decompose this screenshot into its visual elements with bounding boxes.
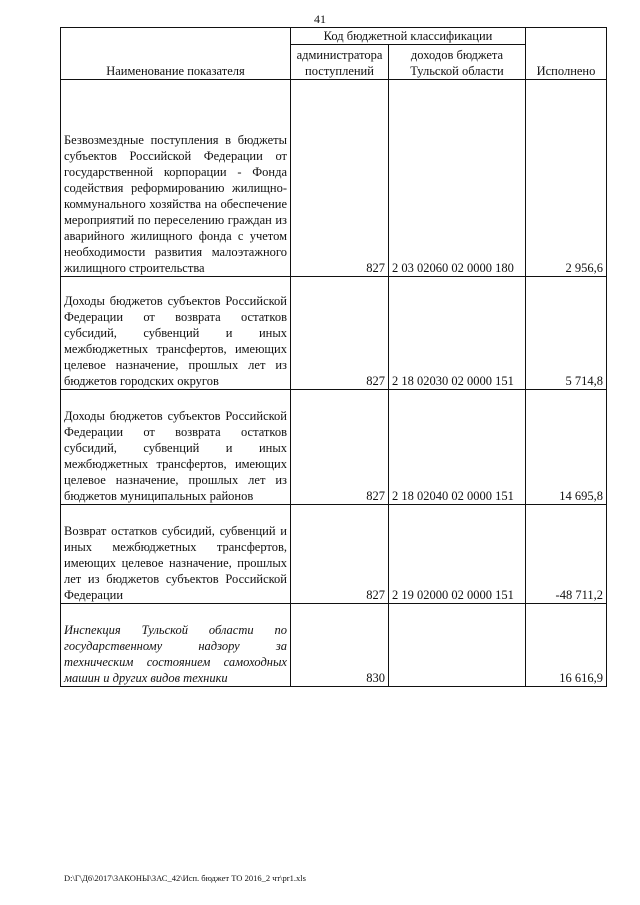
file-path-footer: D:\Г\Д6\2017\ЗАКОНЫ\ЗАС_42\Исп. бюджет ТО 2016_2 чт\pr1.xls bbox=[64, 873, 306, 883]
header-name: Наименование показателя bbox=[61, 28, 291, 80]
page-number: 41 bbox=[314, 12, 326, 26]
header-admin: администратора поступлений bbox=[291, 45, 389, 80]
row-name: Доходы бюджетов субъектов Российской Федерации от возврата остатков субсидий, субвенций и иных межбюджетных трансфертов, имеющих целевое назначение, прошлых лет из бюджетов муниципальных районов bbox=[61, 390, 291, 505]
header-code-group: Код бюджетной классификации bbox=[291, 28, 526, 45]
header-revenue: доходов бюджета Тульской области bbox=[389, 45, 526, 80]
header-executed: Исполнено bbox=[526, 28, 607, 80]
row-name: Безвозмездные поступления в бюджеты субъектов Российской Федерации от государственной корпорации - Фонда содействия реформированию жилищно-коммунального хозяйства на обеспечение мероприятий по переселению граждан из аварийного жилищного фонда с учетом необходимости развития малоэтажного жилищного строительства bbox=[61, 80, 291, 277]
row-admin: 827 bbox=[291, 80, 389, 277]
row-executed: 5 714,8 bbox=[526, 277, 607, 390]
row-code: 2 19 02000 02 0000 151 bbox=[389, 505, 526, 604]
table-row bbox=[61, 604, 607, 687]
row-admin: 827 bbox=[291, 277, 389, 390]
row-code: 2 18 02040 02 0000 151 bbox=[389, 390, 526, 505]
header-row bbox=[61, 28, 607, 45]
table-row bbox=[61, 80, 607, 277]
row-admin: 827 bbox=[291, 505, 389, 604]
table-row bbox=[61, 390, 607, 505]
table-row bbox=[61, 505, 607, 604]
row-name: Инспекция Тульской области по государственному надзору за техническим состоянием самоходных машин и других видов техники bbox=[61, 604, 291, 687]
row-executed: 14 695,8 bbox=[526, 390, 607, 505]
row-admin: 830 bbox=[291, 604, 389, 687]
row-admin: 827 bbox=[291, 390, 389, 505]
table-row bbox=[61, 277, 607, 390]
row-executed: 2 956,6 bbox=[526, 80, 607, 277]
row-name: Доходы бюджетов субъектов Российской Федерации от возврата остатков субсидий, субвенций и иных межбюджетных трансфертов, имеющих целевое назначение, прошлых лет из бюджетов городских округов bbox=[61, 277, 291, 390]
row-executed: 16 616,9 bbox=[526, 604, 607, 687]
budget-table bbox=[60, 27, 607, 687]
row-code: 2 18 02030 02 0000 151 bbox=[389, 277, 526, 390]
row-code: 2 03 02060 02 0000 180 bbox=[389, 80, 526, 277]
row-executed: -48 711,2 bbox=[526, 505, 607, 604]
row-name: Возврат остатков субсидий, субвенций и иных межбюджетных трансфертов, имеющих целевое назначение, прошлых лет из бюджетов субъектов Российской Федерации bbox=[61, 505, 291, 604]
row-code bbox=[389, 604, 526, 687]
